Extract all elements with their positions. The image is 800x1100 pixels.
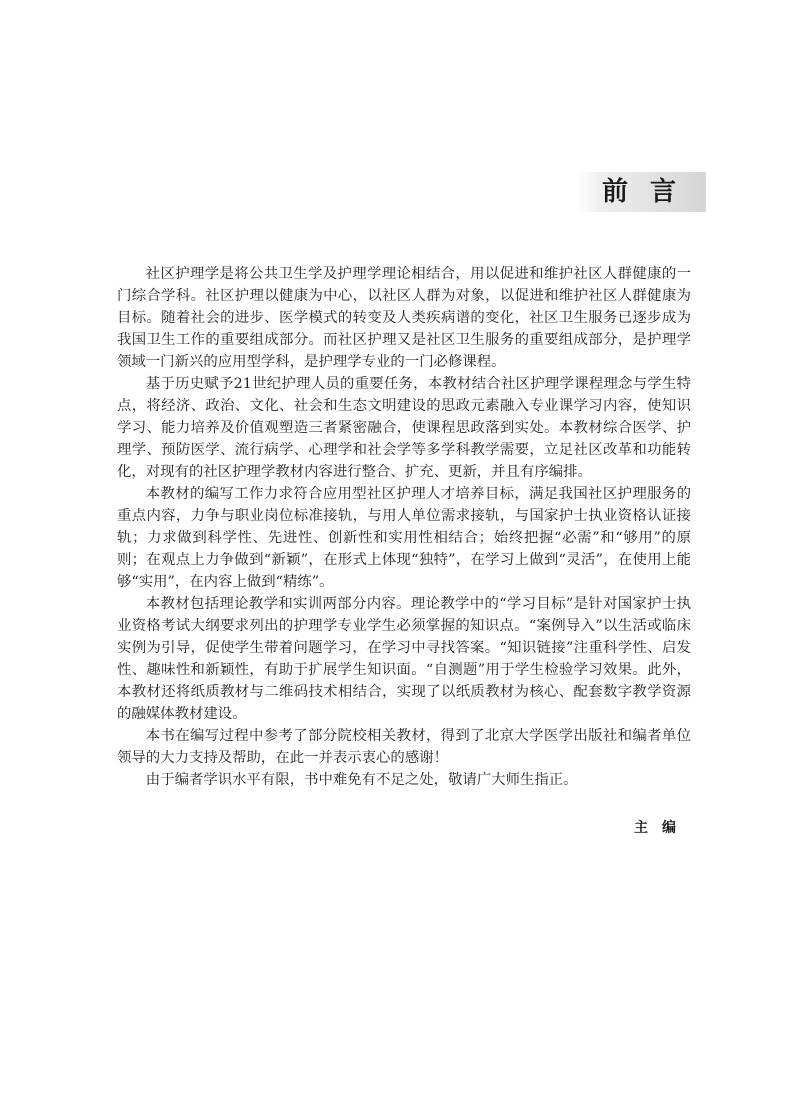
paragraph: 本教材包括理论教学和实训两部分内容。理论教学中的“学习目标”是针对国家护士执业资格考试大纲要求列出的护理学专业学生必须掌握的知识点。“案例导入”以生活或临床实例为引导，促使学生带着问题学习，在学习中寻找答案。“知识链接”注重科学性、启发性、趣味性和新颖性，有助于扩展学生知识面。“自测题”用于学生检验学习效果。此外，本教材还将纸质教材与二维码技术相结合，实现了以纸质教材为核心、配套数字教学资源的融媒体教材建设。 bbox=[117, 596, 691, 722]
paragraph: 本教材的编写工作力求符合应用型社区护理人才培养目标，满足我国社区护理服务的重点内容，力争与职业岗位标准接轨，与用人单位需求接轨，与国家护士执业资格认证接轨；力求做到科学性、先进性、创新性和实用性相结合；始终把握“必需”和“够用”的原则；在观点上力争做到“新颖”，在形式上体现“独特”，在学习上做到“灵活”，在使用上能够“实用”，在内容上做到“精练”。 bbox=[117, 486, 691, 590]
page-title: 前言 bbox=[602, 177, 699, 207]
paragraph: 社区护理学是将公共卫生学及护理学理论相结合，用以促进和维护社区人群健康的一门综合学科。社区护理以健康为中心，以社区人群为对象，以促进和维护社区人群健康为目标。随着社会的进步、医学模式的转变及人类疾病谱的变化，社区卫生服务已逐步成为我国卫生工作的重要组成部分。而社区护理又是社区卫生服务的重要组成部分，是护理学领域一门新兴的应用型学科，是护理学专业的一门必修课程。 bbox=[117, 266, 691, 370]
paragraph: 本书在编写过程中参考了部分院校相关教材，得到了北京大学医学出版社和编者单位领导的大力支持及帮助，在此一并表示衷心的感谢！ bbox=[117, 728, 691, 766]
paragraph: 由于编者学识水平有限，书中难免有不足之处，敬请广大师生指正。 bbox=[145, 772, 578, 788]
paragraph: 基于历史赋予21世纪护理人员的重要任务，本教材结合社区护理学课程理念与学生特点，将经济、政治、文化、社会和生态文明建设的思政元素融入专业课学习内容，使知识学习、能力培养及价值观塑造三者紧密融合，使课程思政落到实处。本教材综合医学、护理学、预防医学、流行病学、心理学和社会学等多学科教学需要，立足社区改革和功能转化，对现有的社区护理学教材内容进行整合、扩充、更新，并且有序编排。 bbox=[117, 376, 691, 480]
signature: 主编 bbox=[634, 820, 690, 836]
title-banner bbox=[578, 172, 706, 212]
preface-body bbox=[117, 263, 691, 791]
